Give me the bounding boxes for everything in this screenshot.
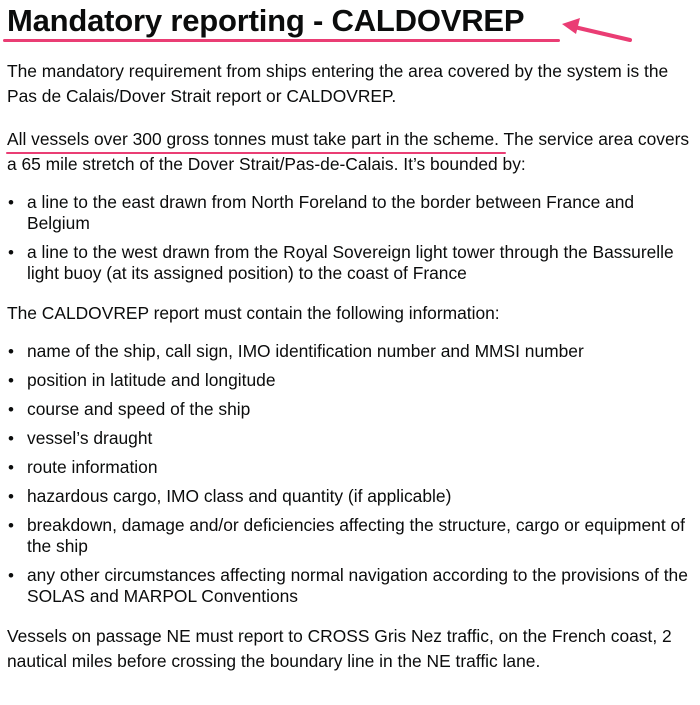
bullet-icon: •	[8, 566, 14, 585]
list-item	[7, 457, 695, 478]
list-item	[7, 515, 695, 557]
bullet-icon: •	[8, 458, 14, 477]
page-title: Mandatory reporting - CALDOVREP	[7, 3, 525, 38]
bullet-icon: •	[8, 371, 14, 390]
list-item-text: a line to the east drawn from North Foreland to the border between France and Belgium	[27, 192, 635, 233]
list-item-text: vessel’s draught	[27, 428, 153, 448]
bullet-icon: •	[8, 400, 14, 419]
list-item	[7, 565, 695, 607]
scope-highlight-text: All vessels over 300 gross tonnes must take part in the scheme.	[7, 129, 500, 149]
list-item	[7, 192, 695, 234]
title-underline-annotation	[3, 39, 560, 42]
report-info-list	[7, 341, 695, 607]
scope-underline-annotation	[6, 152, 506, 154]
info-intro-paragraph: The CALDOVREP report must contain the following information:	[7, 303, 500, 323]
passage-paragraph: Vessels on passage NE must report to CROSS Gris Nez traffic, on the French coast, 2 nautical miles before crossing the boundary line in the NE traffic lane.	[7, 626, 672, 671]
list-item	[7, 486, 695, 507]
bullet-icon: •	[8, 516, 14, 535]
article-content	[7, 0, 695, 674]
bullet-icon: •	[8, 487, 14, 506]
list-item-text: name of the ship, call sign, IMO identification number and MMSI number	[27, 341, 584, 361]
list-item-text: route information	[27, 457, 158, 477]
boundary-list	[7, 192, 695, 284]
bullet-icon: •	[8, 342, 14, 361]
list-item-text: hazardous cargo, IMO class and quantity (if applicable)	[27, 486, 452, 506]
list-item	[7, 341, 695, 362]
list-item-text: any other circumstances affecting normal navigation according to the provisions of the SOLAS and MARPOL Conventions	[27, 565, 688, 606]
intro-paragraph: The mandatory requirement from ships entering the area covered by the system is the Pas de Calais/Dover Strait report or CALDOVREP.	[7, 61, 669, 106]
list-item-text: course and speed of the ship	[27, 399, 251, 419]
bullet-icon: •	[8, 243, 14, 262]
list-item	[7, 428, 695, 449]
list-item-text: a line to the west drawn from the Royal Sovereign light tower through the Bassurelle light buoy (at its assigned position) to the coast of France	[27, 242, 674, 283]
list-item	[7, 370, 695, 391]
bullet-icon: •	[8, 429, 14, 448]
scope-rest-text: The service area covers a 65 mile stretch of the Dover Strait/Pas-de-Calais. It’s bounded by:	[7, 129, 690, 174]
list-item-text: breakdown, damage and/or deficiencies affecting the structure, cargo or equipment of the ship	[27, 515, 686, 556]
list-item	[7, 242, 695, 284]
list-item-text: position in latitude and longitude	[27, 370, 276, 390]
bullet-icon: •	[8, 193, 14, 212]
arrow-annotation-icon	[556, 12, 636, 52]
list-item	[7, 399, 695, 420]
